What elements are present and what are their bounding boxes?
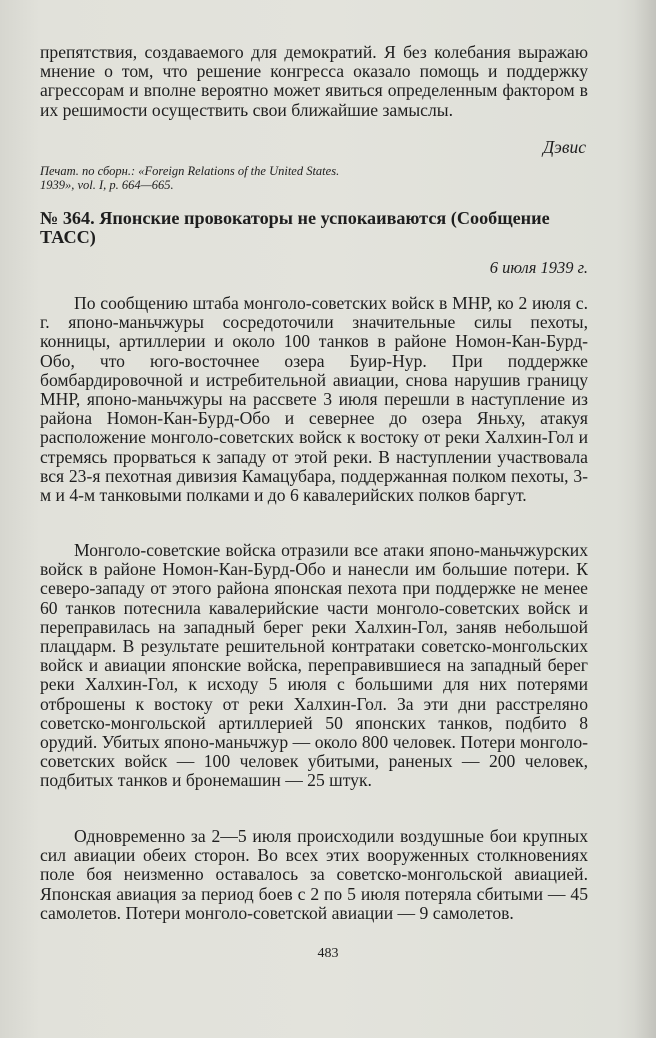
document-heading: № 364. Японские провокаторы не успокаиваются (Сообщение ТАСС) bbox=[40, 208, 550, 247]
page-edge-shadow bbox=[634, 0, 656, 1038]
body-paragraph bbox=[40, 541, 588, 791]
paragraph-text: Монголо-советские войска отразили все атаки японо-маньчжурских войск в районе Номон-Кан-Бурд-Обо и нанесли им большие потери. К северо-западу от этого района японская пехота при поддержке не менее 60 танков потеснила кавалерийские части монголо-советских войск и переправилась на западный берег реки Халхин-Гол, заняв небольшой плацдарм. В результате решительной контратаки советско-монгольских войск и авиации японские войска, переправившиеся на западный берег реки Халхин-Гол, к исходу 5 июля с большими для них потерями отброшены к востоку от реки Халхин-Гол. За эти дни расстреляно советско-монгольской артиллерией 50 японских танков, подбито 8 орудий. Убитых японо-маньчжур — около 800 человек. Потери монголо-советских войск — 100 человек убитыми, раненых — 200 человек, подбитых танков и бронемашин — 25 штук. bbox=[40, 540, 588, 791]
body-paragraph bbox=[40, 827, 588, 923]
continued-paragraph bbox=[40, 43, 588, 120]
signature: Дэвис bbox=[543, 137, 586, 157]
document-date: 6 июля 1939 г. bbox=[489, 258, 588, 277]
source-note: Печат. по сборн.: «Foreign Relations of the United States. 1939», vol. I, p. 664—665. bbox=[40, 164, 340, 192]
paragraph-text: По сообщению штаба монголо-советских войск в МНР, ко 2 июля с. г. японо-маньчжуры сосредоточили значительные силы пехоты, конницы, артиллерии и около 100 танков в районе Номон-Кан-Бурд-Обо, что юго-восточнее озера Буир-Нур. При поддержке бомбардировочной и истребительной авиации, снова нарушив границу МНР, японо-маньчжуры на рассвете 3 июля перешли в наступление из района Номон-Кан-Бурд-Обо и севернее до озера Яньху, атакуя расположение монголо-советских войск к востоку от реки Халхин-Гол и стремясь прорваться к западу от этой реки. В наступлении участвовала вся 23-я пехотная дивизия Камацубара, поддержанная полком пехоты, 3-м и 4-м танковыми полками и до 6 кавалерийских полков баргут. bbox=[40, 293, 588, 506]
paragraph-text: препятствия, создаваемого для демократий. Я без колебания выражаю мнение о том, что решение конгресса оказало помощь и поддержку агрессорам и вполне вероятно может явиться определенным фактором в их решимости осуществить свои ближайшие замыслы. bbox=[40, 42, 588, 120]
body-paragraph bbox=[40, 294, 588, 505]
page-number: 483 bbox=[317, 946, 339, 961]
paragraph-text: Одновременно за 2—5 июля происходили воздушные бои крупных сил авиации обеих сторон. Во всех этих вооруженных столкновениях поле боя неизменно оставалось за советско-монгольской авиацией. Японская авиация за период боев с 2 по 5 июля потеряла сбитыми — 45 самолетов. Потери монголо-советской авиации — 9 самолетов. bbox=[40, 826, 588, 923]
